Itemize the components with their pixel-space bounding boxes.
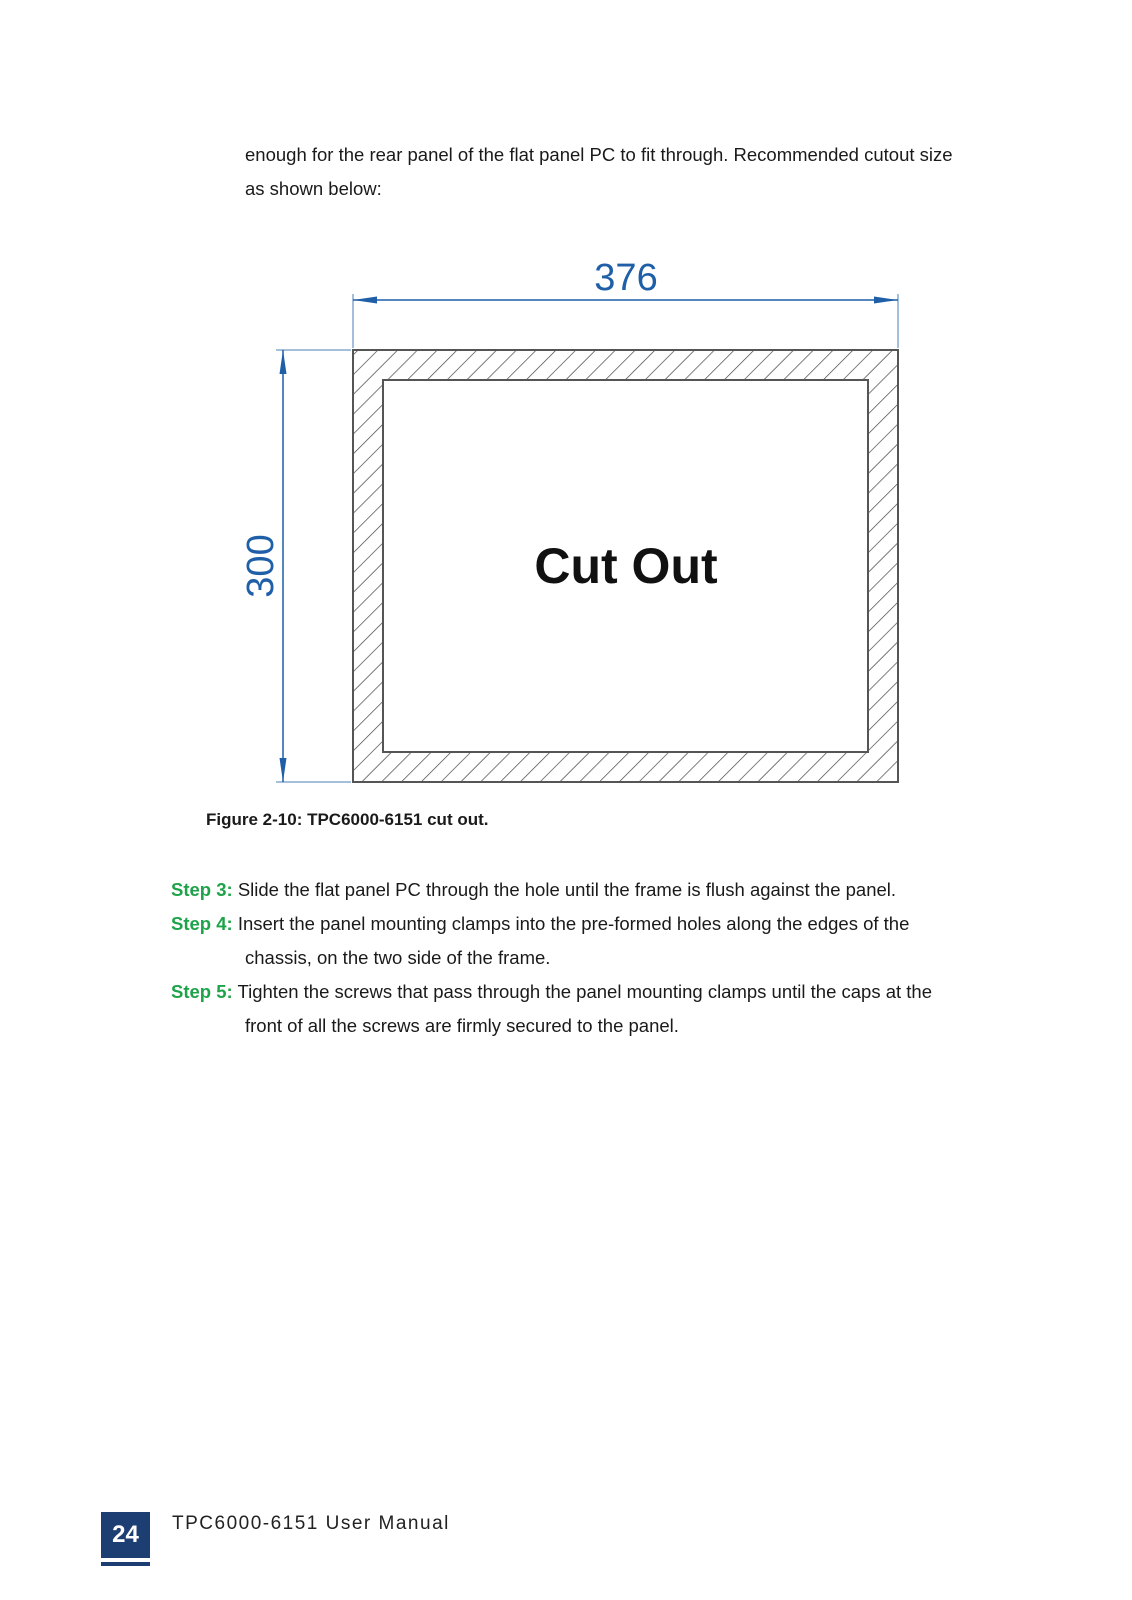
step-5-text: Tighten the screws that pass through the panel mounting clamps until the caps at the front of all the screws are firmly secured to the panel.: [237, 981, 932, 1036]
figure-caption: Figure 2-10: TPC6000-6151 cut out.: [206, 810, 489, 829]
steps-list: [171, 873, 971, 1043]
step-4-text: Insert the panel mounting clamps into the pre-formed holes along the edges of the chassis, on the two side of the frame.: [237, 913, 910, 968]
width-arrow-right: [874, 297, 898, 304]
height-label: 300: [240, 534, 282, 598]
cutout-figure: [220, 250, 920, 790]
intro-paragraph: enough for the rear panel of the flat panel PC to fit through. Recommended cutout size as shown below:: [245, 144, 953, 199]
step-3-text: Slide the flat panel PC through the hole until the frame is flush against the panel.: [237, 879, 897, 900]
page-number-underline: [101, 1562, 150, 1566]
cutout-diagram: [220, 250, 920, 790]
height-arrow-bottom: [280, 758, 287, 782]
width-arrow-left: [353, 297, 377, 304]
width-label: 376: [594, 257, 658, 299]
page-number-badge: 24: [101, 1512, 150, 1558]
height-arrow-top: [280, 350, 287, 374]
step-5-label: Step 5:: [171, 981, 233, 1002]
manual-title: TPC6000-6151 User Manual: [172, 1513, 450, 1534]
step-5: [171, 975, 971, 1043]
step-3: [171, 873, 971, 907]
step-4-label: Step 4:: [171, 913, 233, 934]
step-4: [171, 907, 971, 975]
step-3-label: Step 3:: [171, 879, 233, 900]
cut-out-label: Cut Out: [534, 538, 718, 594]
